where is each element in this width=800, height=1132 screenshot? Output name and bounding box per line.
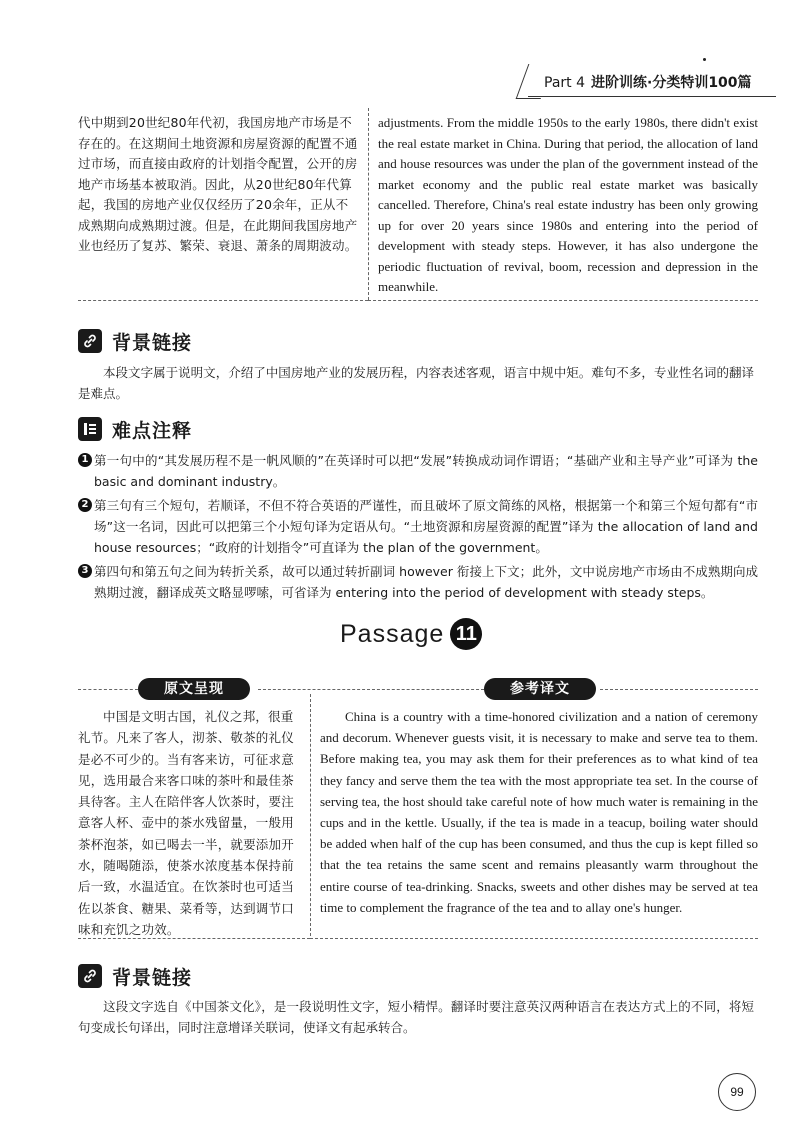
header-title: 进阶训练·分类特训100篇 bbox=[591, 75, 752, 91]
page-number: 99 bbox=[718, 1073, 756, 1111]
dashed-rule bbox=[258, 689, 484, 690]
dashed-rule-right bbox=[368, 300, 758, 301]
background-link-text bbox=[78, 362, 754, 404]
note-text: 第一句中的“其发展历程不是一帆风顺的”在英译时可以把“发展”转换成动词作谓语；“基础产业和主导产业”可译为 the basic and dominant industry。 bbox=[94, 453, 758, 489]
top-english-text: adjustments. From the middle 1950s to the early 1980s, there didn't exist the real estate market in China. During that period, the allocation of land and house resources was under the plan of the government instead of the market economy and the public real estate market was basically cancelled. Therefore, China's real estate industry has been only growing up for over 20 years since 1980s and entering into the period of development with steady steps. However, it has also undergone the periodic fluctuation of revival, boom, recession and depression in the meanwhile. bbox=[378, 115, 758, 294]
header-rule bbox=[528, 96, 776, 97]
note-item bbox=[78, 561, 758, 603]
note-text: 第四句和第五句之间为转折关系，故可以通过转折副词 however 衔接上下文；此外，文中说房地产市场由不成熟期向成熟期过渡，翻译成英文略显啰嗦，可省译为 entering into the period of development with steady steps。 bbox=[94, 564, 758, 600]
section-title: 背景链接 bbox=[112, 966, 193, 989]
column-divider bbox=[310, 694, 311, 936]
link-icon bbox=[78, 329, 102, 353]
background-link-text bbox=[78, 996, 754, 1038]
note-item bbox=[78, 450, 758, 492]
passage-english-text bbox=[320, 706, 758, 918]
background-link-heading bbox=[78, 328, 192, 354]
dashed-rule bbox=[600, 689, 758, 690]
reference-translation-tab: 参考译文 bbox=[484, 678, 596, 700]
passage-english-body: China is a country with a time-honored civilization and a nation of ceremony and decorum. Whenever guests visit, it is necessary to make and serve tea to them. Before making tea, you may ask them for their preferences as to what kind of tea they fancy and serve them the tea with the most appropriate tea set. In the course of serving tea, the host should take careful note of how much water is remaining in the cups and in the kettle. Usually, if the tea is made in a teacup, boiling water should be added when half of the cup has been consumed, and thus the cup is kept filled so that the tea retains the same scent and remains pleasantly warm throughout the entire course of tea-drinking. Snacks, sweets and other dishes may be served at tea time to complement the fragrance of the tea and to allay one's hunger. bbox=[320, 709, 758, 915]
passage-two-column-block bbox=[78, 706, 758, 936]
link-icon bbox=[78, 964, 102, 988]
passage-chinese-text bbox=[78, 706, 300, 940]
background-link-heading bbox=[78, 963, 192, 989]
list-icon bbox=[78, 417, 102, 441]
note-number: 2 bbox=[78, 498, 92, 512]
dashed-rule-left bbox=[78, 300, 368, 301]
passage-word: Passage bbox=[340, 619, 445, 648]
dashed-rule bbox=[78, 689, 138, 690]
note-number: 3 bbox=[78, 564, 92, 578]
note-item bbox=[78, 495, 758, 558]
section-title: 背景链接 bbox=[112, 331, 193, 354]
passage-title bbox=[340, 618, 482, 650]
running-header bbox=[520, 62, 780, 102]
top-chinese-text: 代中期到20世纪80年代初，我国房地产市场是不存在的。在这期间土地资源和房屋资源的配置不通过市场，而直接由政府的计划指令配置，公开的房地产市场基本被取消。因此，从20世纪80年代算起，我国的房地产业仅仅经历了20余年，正从不成熟期向成熟期过渡。但是，在此期间我国房地产业也经历了复苏、繁荣、衰退、萧条的周期波动。 bbox=[78, 115, 358, 253]
note-number: 1 bbox=[78, 453, 92, 467]
decorative-dot bbox=[703, 58, 706, 61]
top-two-column-block bbox=[78, 113, 758, 303]
passage-number: 11 bbox=[450, 618, 482, 650]
difficult-notes-list bbox=[78, 450, 758, 606]
note-text: 第三句有三个短句，若顺译，不但不符合英语的严谨性，而且破坏了原文简练的风格，根据第一个和第三个短句都有“市场”这一名词，因此可以把第三个小短句译为定语从句。“土地资源和房屋资源的配置”译为 the allocation of land and house resources；“政府的计划指令”可直译为 the plan of the government。 bbox=[94, 498, 758, 555]
section-title: 难点注释 bbox=[112, 419, 193, 442]
dashed-rule-left bbox=[78, 938, 310, 939]
header-text bbox=[544, 72, 752, 92]
background-link-body: 这段文字选自《中国茶文化》，是一段说明性文字，短小精悍。翻译时要注意英汉两种语言在表达方式上的不同，将短句变成长句译出，同时注意增译关联词，使译文有起承转合。 bbox=[78, 999, 754, 1035]
passage-chinese-body: 中国是文明古国，礼仪之邦，很重礼节。凡来了客人，沏茶、敬茶的礼仪是必不可少的。当有客来访，可征求意见，选用最合来客口味的茶叶和最佳茶具待客。主人在陪伴客人饮茶时，要注意客人杯、壶中的茶水残留量，一般用茶杯泡茶，如已喝去一半，就要添加开水，随喝随添，使茶水浓度基本保持前后一致，水温适宜。在饮茶时也可适当佐以茶食、糖果、菜肴等，达到调节口味和充饥之功效。 bbox=[78, 709, 294, 937]
original-text-tab: 原文呈现 bbox=[138, 678, 250, 700]
difficult-notes-heading bbox=[78, 416, 192, 442]
dashed-rule-right bbox=[310, 938, 758, 939]
header-part: Part 4 bbox=[544, 75, 585, 91]
column-divider bbox=[368, 108, 369, 300]
background-link-body: 本段文字属于说明文，介绍了中国房地产业的发展历程，内容表述客观，语言中规中矩。难句不多，专业性名词的翻译是难点。 bbox=[78, 365, 754, 401]
